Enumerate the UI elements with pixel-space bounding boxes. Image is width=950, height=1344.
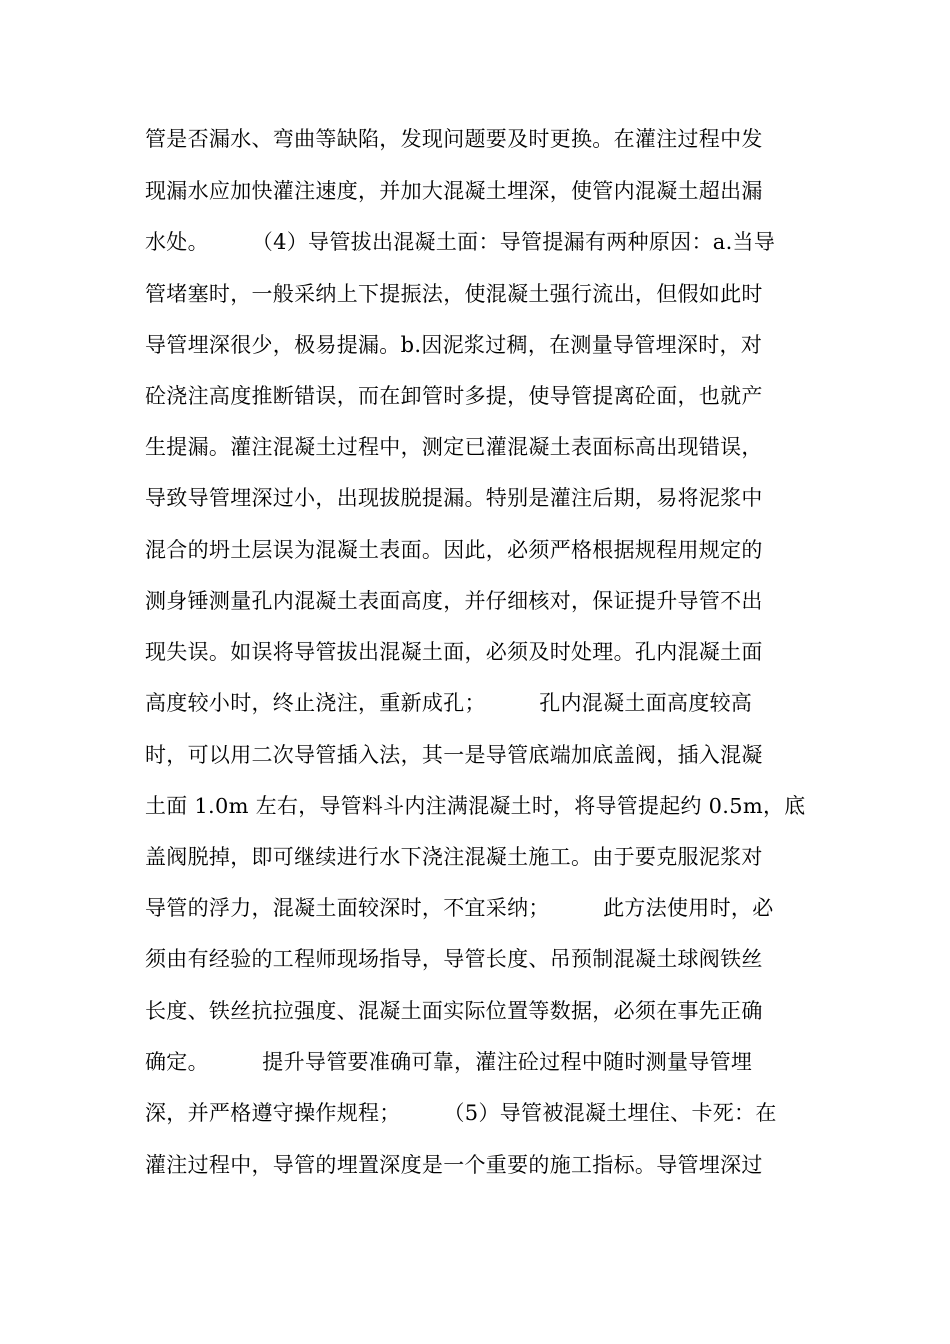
text-line: 灌注过程中，导管的埋置深度是一个重要的施工指标。导管埋深过 (145, 1153, 763, 1177)
text-line: 生提漏。灌注混凝土过程中，测定已灌混凝土表面标高出现错误， (145, 435, 763, 459)
text-line: 现失误。如误将导管拔出混凝土面，必须及时处理。孔内混凝土面 (145, 640, 763, 664)
text-line: 须由有经验的工程师现场指导，导管长度、吊预制混凝土球阀铁丝 (145, 947, 763, 971)
text-line: 时，可以用二次导管插入法，其一是导管底端加底盖阀，插入混凝 (145, 743, 763, 767)
text-line: 导致导管埋深过小，出现拔脱提漏。特别是灌注后期，易将泥浆中 (145, 486, 763, 510)
text-line: 土面 1.0m 左右，导管料斗内注满混凝土时，将导管提起约 0.5m，底 (145, 794, 806, 818)
text-line: 测身锤测量孔内混凝土表面高度，并仔细核对，保证提升导管不出 (145, 589, 763, 613)
text-line: 盖阀脱掉，即可继续进行水下浇注混凝土施工。由于要克服泥浆对 (145, 845, 763, 869)
text-line: 长度、铁丝抗拉强度、混凝土面实际位置等数据，必须在事先正确 (145, 999, 763, 1023)
text-line: 管是否漏水、弯曲等缺陷，发现问题要及时更换。在灌注过程中发 (145, 127, 763, 151)
text-line: 现漏水应加快灌注速度，并加大混凝土埋深，使管内混凝土超出漏 (145, 179, 763, 203)
text-line: 高度较小时，终止浇注，重新成孔； 孔内混凝土面高度较高 (145, 691, 753, 715)
text-line: 导管埋深很少，极易提漏。b.因泥浆过稠，在测量导管埋深时，对 (145, 333, 763, 357)
text-line: 确定。 提升导管要准确可靠，灌注砼过程中随时测量导管埋 (145, 1050, 753, 1074)
text-line: 导管的浮力，混凝土面较深时，不宜采纳； 此方法使用时，必 (145, 896, 774, 920)
text-line: 砼浇注高度推断错误，而在卸管时多提，使导管提离砼面，也就产 (145, 384, 763, 408)
text-line: 管堵塞时，一般采纳上下提振法，使混凝土强行流出，但假如此时 (145, 282, 763, 306)
text-line: 混合的坍土层误为混凝土表面。因此，必须严格根据规程用规定的 (145, 538, 763, 562)
text-line: 深，并严格遵守操作规程； （5）导管被混凝土埋住、卡死：在 (145, 1101, 777, 1125)
text-line: 水处。 （4）导管拔出混凝土面：导管提漏有两种原因：a.当导 (145, 230, 776, 254)
